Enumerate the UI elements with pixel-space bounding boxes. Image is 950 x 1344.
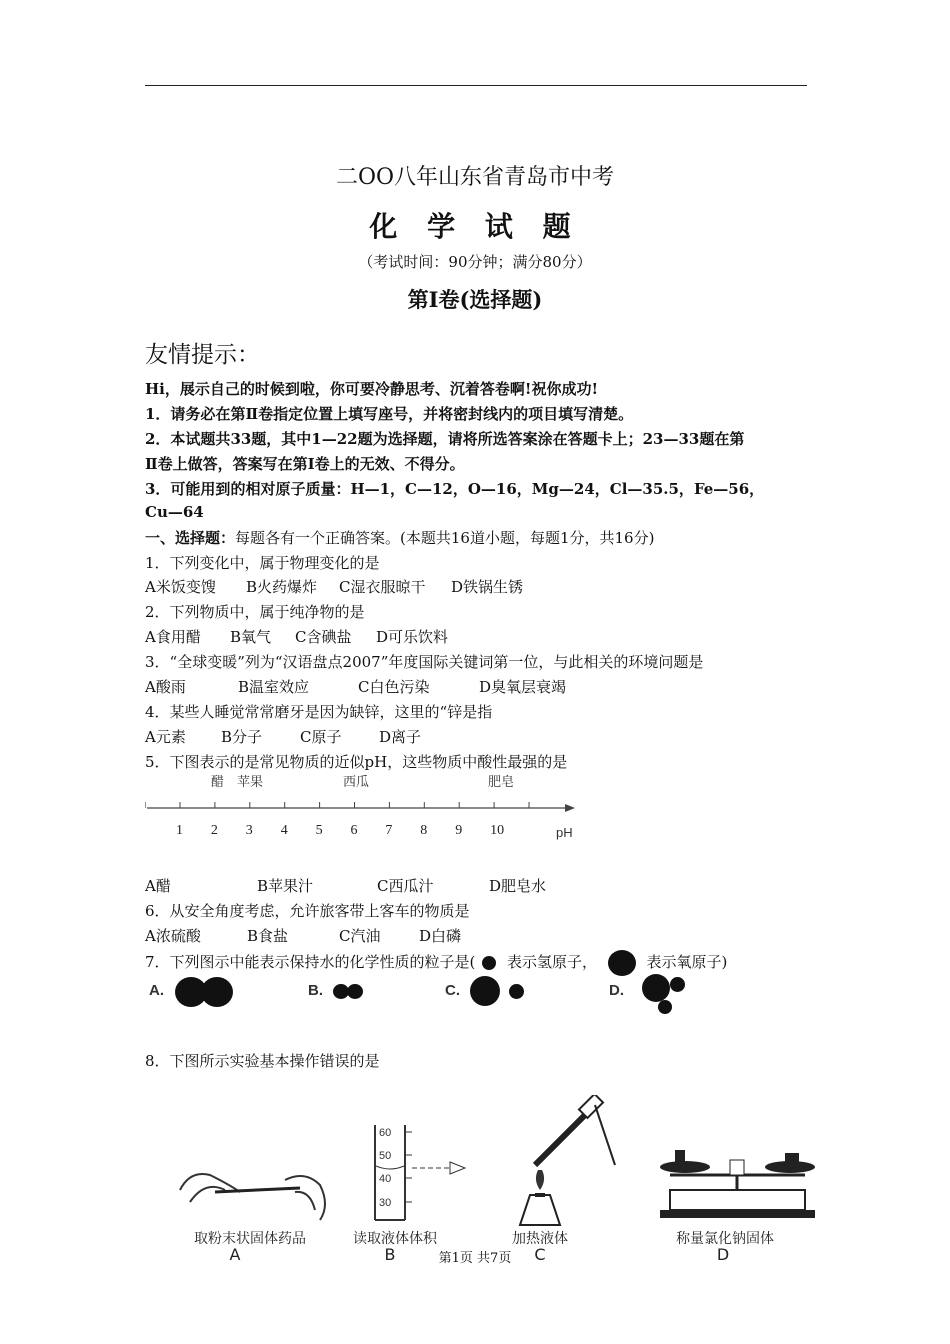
- question-stem: 3．“全球变暖”列为“汉语盘点2007”年度国际关键词第一位，与此相关的环境问题是: [145, 653, 704, 671]
- ph-scale-figure: [145, 768, 595, 868]
- molecule-d-icon: [642, 974, 670, 1002]
- option: D白磷: [419, 927, 462, 945]
- q7-stem-c: 表示氧原子): [646, 953, 728, 971]
- option: D可乐饮料: [376, 628, 449, 646]
- option: A浓硫酸: [145, 927, 201, 945]
- option: B食盐: [247, 927, 289, 945]
- oxygen-atom-icon: [608, 950, 636, 976]
- cylinder-mark: 50: [379, 1150, 392, 1162]
- part1-desc: 每题各有一个正确答案。(本题共16道小题，每题1分，共16分): [235, 529, 655, 547]
- ph-tick-label: 5: [315, 823, 323, 838]
- option: D离子: [379, 728, 422, 746]
- option: A醋: [145, 877, 171, 895]
- cylinder-mark: 60: [379, 1127, 392, 1139]
- tip-line: 3．可能用到的相对原子质量：H—1，C—12，O—16，Mg—24，Cl—35.5，Fe—56，: [145, 480, 765, 498]
- option: C西瓜汁: [377, 877, 434, 895]
- tip-line: Cu—64: [145, 503, 204, 521]
- cylinder-image: [365, 1120, 485, 1230]
- fig8-letter: A: [229, 1245, 241, 1264]
- fig8-caption: 读取液体体积: [353, 1231, 437, 1247]
- option-label: B.: [308, 982, 323, 999]
- ph-label-watermelon: 西瓜: [343, 774, 370, 789]
- heating-image: [500, 1095, 620, 1230]
- molecule-a-icon: [201, 977, 233, 1007]
- question-options: [145, 925, 461, 946]
- option: A元素: [145, 728, 186, 746]
- molecule-c-icon: [509, 984, 524, 999]
- part1-label: 一、选择题：: [145, 529, 236, 547]
- subject-title: 化 学 试 题: [369, 210, 581, 243]
- option: D铁锅生锈: [451, 578, 524, 596]
- option: A酸雨: [145, 678, 186, 696]
- fig8-caption: 取粉末状固体药品: [194, 1231, 306, 1247]
- balance-image: [655, 1135, 820, 1225]
- question-stem: [145, 950, 727, 976]
- option: C含碘盐: [295, 628, 352, 646]
- tip-line: 1．请务必在第Ⅱ卷指定位置上填写座号，并将密封线内的项目填写清楚。: [145, 405, 634, 423]
- ph-label-vinegar: 醋: [211, 774, 225, 789]
- exam-title: 二OO八年山东省青岛市中考: [335, 165, 615, 190]
- time-note: （考试时间：90分钟；满分80分）: [358, 253, 592, 271]
- ph-label-soap: 肥皂: [488, 774, 515, 789]
- option: C汽油: [339, 927, 381, 945]
- tip-line: Ⅱ卷上做答，答案写在第Ⅰ卷上的无效、不得分。: [145, 455, 465, 473]
- ph-axis-arrow: [565, 804, 575, 812]
- ph-tick-label: 8: [420, 823, 428, 838]
- powder-operation-image: [170, 1130, 340, 1230]
- ph-tick-label: 6: [350, 823, 358, 838]
- question-options: [145, 726, 421, 747]
- ph-tick-label: 4: [280, 823, 288, 838]
- option: B分子: [221, 728, 263, 746]
- fig8-letter: B: [384, 1245, 396, 1264]
- page-footer: 第1页 共7页: [438, 1251, 512, 1266]
- fig8-caption: 加热液体: [512, 1231, 568, 1247]
- ph-label-apple: 苹果: [237, 774, 264, 789]
- fig8-letter: D: [716, 1245, 730, 1264]
- option: B苹果汁: [257, 877, 314, 895]
- option-label: C.: [445, 982, 460, 999]
- tip-line: 2．本试题共33题，其中1—22题为选择题，请将所选答案涂在答题卡上；23—33题在第: [145, 430, 745, 448]
- q7-options-figure: [145, 974, 705, 1019]
- q7-stem-b: 表示氢原子，: [506, 953, 597, 971]
- question-stem: 8．下图所示实验基本操作错误的是: [145, 1052, 380, 1070]
- option: B火药爆炸: [246, 578, 318, 596]
- cylinder-mark: 40: [379, 1173, 392, 1185]
- molecule-d-icon: [670, 977, 685, 992]
- question-options: [145, 626, 448, 647]
- q7-stem-a: 7．下列图示中能表示保持水的化学性质的粒子是(: [145, 953, 476, 971]
- option: C湿衣服晾干: [339, 578, 426, 596]
- tips-title: 友情提示：: [145, 342, 260, 368]
- option-label: A.: [149, 982, 164, 999]
- option: B氧气: [230, 628, 272, 646]
- cylinder-mark: 30: [379, 1197, 392, 1209]
- ph-tick-label: 10: [490, 823, 505, 838]
- option: C白色污染: [358, 678, 430, 696]
- hydrogen-atom-icon: [482, 956, 496, 970]
- option: D臭氧层衰竭: [479, 678, 567, 696]
- question-stem: 5．下图表示的是常见物质的近似pH，这些物质中酸性最强的是: [145, 753, 568, 771]
- question-options: [145, 676, 566, 697]
- fig8-letter: C: [534, 1245, 546, 1264]
- part1-heading: [145, 527, 654, 548]
- ph-tick-label: 7: [385, 823, 393, 838]
- question-stem: 4．某些人睡觉常常磨牙是因为缺锌，这里的“锌是指: [145, 703, 493, 721]
- molecule-b-icon: [347, 984, 363, 999]
- ph-unit: pH: [556, 825, 573, 840]
- question-stem: 6．从安全角度考虑，允许旅客带上客车的物质是: [145, 902, 470, 920]
- molecule-d-icon: [658, 1000, 672, 1014]
- ph-tick-label: 9: [455, 823, 463, 838]
- option-label: D.: [609, 982, 624, 999]
- fig8-caption: 称量氯化钠固体: [676, 1231, 774, 1247]
- option: A米饭变馊: [145, 578, 216, 596]
- ph-tick-label: 1: [176, 823, 183, 838]
- top-rule: [145, 85, 807, 86]
- question-stem: 1．下列变化中，属于物理变化的是: [145, 554, 380, 572]
- option: D肥皂水: [489, 877, 547, 895]
- molecule-c-icon: [470, 976, 500, 1006]
- section-title: 第Ⅰ卷(选择题): [407, 287, 543, 312]
- tip-line: Hi，展示自己的时候到啦，你可要冷静思考、沉着答卷啊!祝你成功!: [145, 380, 599, 398]
- option: A食用醋: [145, 628, 201, 646]
- question-options: [145, 576, 523, 597]
- question-options: [145, 875, 546, 896]
- ph-tick-label: 3: [245, 823, 253, 838]
- option: C原子: [300, 728, 342, 746]
- option: B温室效应: [238, 678, 310, 696]
- ph-tick-label: 2: [210, 823, 218, 838]
- question-stem: 2．下列物质中，属于纯净物的是: [145, 603, 365, 621]
